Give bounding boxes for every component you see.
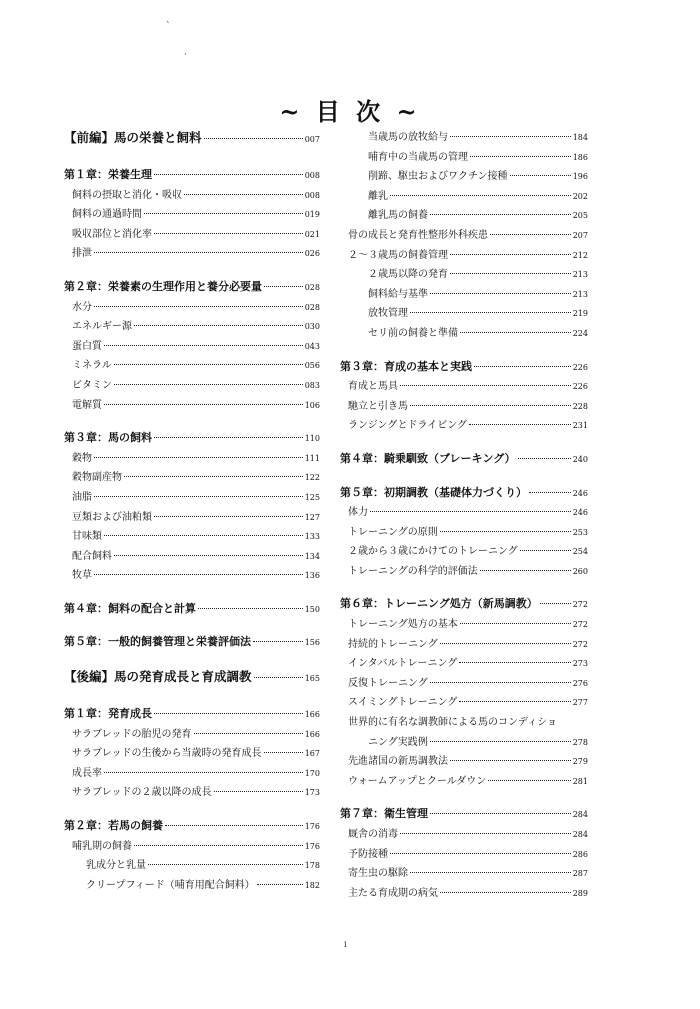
dot-leader [184,194,303,195]
toc-entry [64,298,320,318]
toc-page-number: 170 [304,768,320,778]
dot-leader [114,384,303,385]
toc-page-number: 150 [304,604,320,614]
toc-page-number: 213 [572,270,588,280]
dot-leader [488,780,570,781]
toc-entry-title: 第４章：騎乗馴致（ブレーキング） [340,451,516,465]
toc-page-number: 272 [572,639,588,649]
dot-leader [440,531,571,532]
section-gap [64,619,320,633]
toc-page-number: 165 [304,674,320,684]
dot-leader [154,174,303,175]
dot-leader [469,424,571,425]
toc-page-number: 127 [304,512,320,522]
toc-entry-title: サラブレッドの胎児の発育 [72,728,192,740]
toc-chapter [340,450,588,470]
toc-page-number: 260 [572,566,588,576]
toc-entry [340,693,588,713]
toc-entry [64,225,320,245]
toc-entry-title: 穀物副産物 [72,472,122,484]
section-gap [64,586,320,600]
dot-leader [490,234,571,235]
toc-page-number: 166 [304,729,320,739]
toc-page-number: 278 [572,737,588,747]
toc-chapter [340,805,588,825]
toc-entry-title: トレーニングの原則 [348,526,438,538]
toc-entry-title: 哺育中の当歳馬の管理 [368,151,468,163]
toc-entry-title: 第３章：馬の飼料 [64,431,152,445]
toc-entry-title: 予防接種 [348,848,388,860]
dot-leader [474,366,571,367]
toc-page-number: 284 [572,830,588,839]
toc-page-number: 176 [304,822,320,832]
dot-leader [134,325,303,326]
toc-page-number: 240 [572,454,588,464]
toc-page-number: 287 [572,869,588,879]
dot-leader [104,345,303,346]
toc-page-number: 228 [572,401,588,411]
toc-entry-title: 持続的トレーニング [348,638,438,650]
toc-entry [340,397,588,417]
dot-leader [410,872,571,873]
toc-page-number: 133 [304,532,320,542]
toc-entry [64,527,320,547]
toc-chapter [340,595,588,615]
toc-entry-title: 離乳 [368,190,388,202]
dot-leader [264,752,303,753]
toc-entry-title: 牧草 [72,570,92,582]
toc-page-number: 184 [572,133,588,142]
toc-entry-title: ランジングとドライビング [348,420,467,432]
dot-leader [450,136,571,137]
dot-leader [430,293,571,294]
dot-leader [510,175,571,176]
toc-entry [64,856,320,876]
dot-leader [480,570,571,571]
dot-leader [198,608,303,609]
toc-page-number: 178 [304,861,320,871]
toc-page-number: 212 [572,250,588,260]
toc-entry [340,772,588,792]
toc-page-number: 226 [572,382,588,392]
dot-leader [529,492,571,493]
scan-mark: · [184,50,187,60]
toc-entry [340,324,588,344]
toc-entry-title: サラブレッドの生後から当歳時の発育成長 [72,748,262,760]
toc-entry-title: ２歳馬以降の発育 [368,269,448,281]
toc-entry-title: 電解質 [72,399,102,411]
toc-entry-title: スイミングトレーニング [348,697,458,709]
dot-leader [194,733,303,734]
toc-page-number: 110 [304,434,320,444]
toc-chapter [64,705,320,725]
toc-entry-title: ２～３歳馬の飼養管理 [348,249,448,261]
toc-page-number: 272 [572,620,588,630]
toc-page-number: 026 [304,249,320,259]
toc-entry-title: 飼料の摂取と消化・吸収 [72,189,182,201]
dot-leader [165,825,303,826]
toc-page-number: 277 [572,698,588,708]
toc-chapter [64,166,320,186]
toc-entry-title: 油脂 [72,491,92,503]
toc-page-number: 008 [304,171,320,180]
toc-entry [64,508,320,528]
toc-entry-title: 馳立と引き馬 [348,400,408,412]
toc-entry-title: トレーニング処方の基本 [348,619,458,631]
dot-leader [520,550,571,551]
toc-chapter [64,429,320,449]
dot-leader [257,884,303,885]
toc-page-number: 205 [572,211,588,221]
toc-entry-title: 第７章：衛生管理 [340,807,428,821]
toc-entry-title: 放牧管理 [368,308,408,320]
toc-entry [64,376,320,396]
section-gap [340,436,588,450]
dot-leader [253,641,303,642]
toc-entry [64,356,320,376]
toc-entry-title: 反復トレーニング [348,677,428,689]
section-gap [340,470,588,484]
toc-entry-title: サラブレッドの２歳以降の成長 [72,787,212,799]
toc-page-number: 254 [572,547,588,557]
toc-entry [340,674,588,694]
dot-leader [460,623,571,624]
toc-entry [64,205,320,225]
toc-entry-title: ニング実践例 [368,736,428,748]
toc-page-number: 246 [572,488,588,498]
toc-entry-title: ２歳から３歳にかけてのトレーニング [348,546,518,558]
toc-entry-title: 寄生虫の駆除 [348,868,408,880]
dot-leader [214,791,303,792]
toc-entry-title: 成長率 [72,767,102,779]
section-gap [64,264,320,278]
toc-page-number: 021 [304,229,320,239]
dot-leader [450,760,571,761]
toc-entry-title: 育成と馬具 [348,381,398,393]
toc-page-number: 182 [304,880,320,890]
dot-leader [460,332,571,333]
dot-leader [134,845,303,846]
toc-page-number: 202 [572,191,588,201]
toc-page-number: 231 [572,421,588,431]
dot-leader [94,574,303,575]
section-gap [64,653,320,667]
section-gap [64,691,320,705]
dot-leader [114,364,303,365]
dot-leader [144,213,303,214]
toc-entry [64,783,320,803]
toc-entry [340,285,588,305]
toc-entry-title: 【前編】馬の栄養と飼料 [64,130,202,145]
toc-entry [64,837,320,857]
toc-page-number: 056 [304,361,320,371]
dot-leader [104,772,303,773]
toc-page-number: 173 [304,788,320,798]
toc-page-number: 111 [304,453,320,463]
toc-entry [64,547,320,567]
toc-entry-title: 体力 [348,507,368,519]
toc-entry-title: 穀物 [72,452,92,464]
dot-leader [440,643,571,644]
dot-leader [264,286,303,287]
toc-entry-title: ミネラル [72,360,112,372]
toc-entry-title: 飼料給与基準 [368,288,428,300]
toc-entry [340,206,588,226]
toc-page-number: 226 [572,362,588,372]
toc-entry-title: 世界的に有名な調教師による馬のコンディショ [348,717,557,729]
toc-page-number: 279 [572,757,588,767]
toc-entry [340,377,588,397]
toc-chapter [64,600,320,620]
dot-leader [430,741,571,742]
toc-page-number: 106 [304,400,320,410]
toc-entry-title: 厩舎の消毒 [348,829,398,840]
toc-entry-title: 第６章：トレーニング処方（新馬調教） [340,597,538,611]
dot-leader [254,677,303,678]
toc-entry-title: 豆類および油粕類 [72,511,152,523]
toc-page-number: 273 [572,659,588,669]
dot-leader [470,156,571,157]
toc-entry [340,825,588,845]
toc-entry [340,187,588,207]
toc-page-number: 286 [572,849,588,859]
toc-entry [64,186,320,206]
dot-leader [94,457,303,458]
dot-leader [410,405,571,406]
section-gap [64,803,320,817]
toc-entry [340,128,588,148]
dot-leader [94,252,303,253]
toc-chapter [64,278,320,298]
toc-entry-title: 主たる育成期の病気 [348,887,438,899]
toc-entry-title: 第２章：若馬の飼養 [64,819,163,833]
dot-leader [400,833,571,834]
dot-leader [440,892,571,893]
toc-entry-title: 排泄 [72,248,92,260]
page-number: i [344,940,347,949]
toc-entry-title: 第３章：育成の基本と実践 [340,359,472,373]
toc-page-number: 219 [572,309,588,319]
toc-entry [340,542,588,562]
dot-leader [450,273,571,274]
dot-leader [450,254,571,255]
toc-page-number: 253 [572,527,588,537]
toc-entry [64,744,320,764]
toc-entry [340,713,588,733]
toc-page-number: 030 [304,322,320,332]
dot-leader [114,555,303,556]
toc-entry [64,244,320,264]
toc-page-number: 246 [572,508,588,518]
section-gap [64,152,320,166]
toc-entry [64,764,320,784]
toc-page-number: 156 [304,638,320,648]
dot-leader [154,233,303,234]
toc-page-number: 289 [572,888,588,898]
toc-entry-title: インタバルトレーニング [348,658,458,670]
toc-part [64,128,320,152]
section-gap [340,581,588,595]
dot-leader [390,195,571,196]
dot-leader [94,496,303,497]
dot-leader [390,853,571,854]
toc-entry [64,876,320,896]
toc-entry [340,733,588,753]
toc-right-column [340,128,588,903]
toc-entry [64,566,320,586]
dot-leader [148,864,303,865]
toc-entry [340,864,588,884]
toc-entry [340,304,588,324]
toc-page-number: 284 [572,810,588,820]
toc-entry-title: 当歳馬の放牧給与 [368,132,448,143]
toc-entry [340,523,588,543]
toc-page-number: 272 [572,600,588,610]
dot-leader [459,662,570,663]
toc-chapter [64,817,320,837]
dot-leader [370,511,571,512]
toc-entry-title: エネルギー源 [72,321,132,333]
toc-entry [340,635,588,655]
section-gap [340,791,588,805]
toc-entry [64,337,320,357]
toc-chapter [340,484,588,504]
toc-entry-title: 【後編】馬の発育成長と育成調教 [64,669,252,685]
toc-entry-title: ビタミン [72,379,112,391]
dot-leader [459,701,570,702]
toc-entry [340,752,588,772]
toc-entry [64,396,320,416]
toc-page-number: 043 [304,341,320,351]
toc-entry [340,654,588,674]
toc-entry [340,148,588,168]
toc-page-number: 028 [304,282,320,292]
toc-page-number: 019 [304,210,320,220]
toc-part [64,667,320,691]
dot-leader [410,312,571,313]
toc-entry-title: 甘味類 [72,531,102,543]
toc-page-number: 136 [304,571,320,581]
toc-page-number: 167 [304,749,320,759]
toc-entry-title: 第２章：栄養素の生理作用と養分必要量 [64,279,262,293]
toc-left-column [64,128,320,895]
scan-mark: ˋ [166,22,171,32]
toc-entry-title: 第１章：栄養生理 [64,168,152,181]
toc-chapter [340,358,588,378]
toc-page-number: 224 [572,328,588,338]
toc-entry [340,845,588,865]
toc-page-number: 122 [304,473,320,483]
toc-page-number: 281 [572,776,588,786]
toc-entry [340,226,588,246]
dot-leader [94,306,303,307]
toc-page-number: 186 [572,152,588,162]
dot-leader [104,535,303,536]
toc-entry-title: 飼料の通過時間 [72,209,142,221]
dot-leader [204,138,303,139]
toc-page-number: 196 [572,172,588,182]
dot-leader [540,603,571,604]
dot-leader [430,682,571,683]
toc-entry-title: セリ前の飼養と準備 [368,327,458,339]
dot-leader [518,458,571,459]
toc-entry-title: ウォームアップとクールダウン [348,775,487,787]
toc-entry-title: 骨の成長と発育性整形外科疾患 [348,229,488,241]
toc-page-number: 083 [304,380,320,390]
toc-entry [340,562,588,582]
toc-entry-title: 哺乳期の飼養 [72,840,132,852]
toc-page-number: 007 [304,135,320,144]
toc-entry-title: クリープフィード（哺育用配合飼料） [86,879,255,891]
dot-leader [154,437,303,438]
toc-page-number: 008 [304,190,320,200]
toc-page-number: 213 [572,289,588,299]
toc-entry [340,246,588,266]
toc-entry-title: 先進諸国の新馬調教法 [348,756,448,768]
toc-entry-title: 吸収部位と消化率 [72,228,152,240]
toc-entry-title: 水分 [72,301,92,313]
toc-entry [340,167,588,187]
dot-leader [154,516,303,517]
toc-entry-title: 離乳馬の飼養 [368,210,428,222]
dot-leader [124,476,303,477]
toc-entry-title: 第１章：発育成長 [64,707,152,721]
toc-entry [340,884,588,904]
toc-entry-title: 削蹄、駆虫およびワクチン接種 [368,171,508,183]
toc-page-number: 134 [304,551,320,561]
toc-entry [340,265,588,285]
section-gap [64,415,320,429]
dot-leader [400,385,571,386]
toc-page-number: 176 [304,841,320,851]
toc-entry-title: 蛋白質 [72,340,102,352]
dot-leader [104,404,303,405]
toc-entry-title: 第４章：飼料の配合と計算 [64,601,196,615]
toc-page-number: 207 [572,230,588,240]
toc-entry-title: 第５章：一般的飼養管理と栄養評価法 [64,635,251,649]
toc-entry [64,488,320,508]
toc-page-number: 028 [304,302,320,312]
toc-chapter [64,633,320,653]
toc-entry-title: 配合飼料 [72,550,112,562]
toc-entry-title: 第５章：初期調教（基礎体力づくり） [340,485,527,499]
toc-entry [340,615,588,635]
toc-entry [64,468,320,488]
toc-entry-title: 乳成分と乳量 [86,860,146,872]
dot-leader [430,214,571,215]
toc-entry [64,317,320,337]
toc-entry [64,725,320,745]
dot-leader [154,713,303,714]
toc-entry [64,449,320,469]
toc-page-number: 276 [572,678,588,688]
page-title: ~ 目 次 ~ [279,97,421,126]
toc-entry [340,503,588,523]
toc-page-number: 166 [304,710,320,720]
toc-entry-title: トレーニングの科学的評価法 [348,565,478,577]
toc-page-number: 125 [304,492,320,502]
section-gap [340,344,588,358]
toc-entry [340,416,588,436]
dot-leader [430,813,571,814]
